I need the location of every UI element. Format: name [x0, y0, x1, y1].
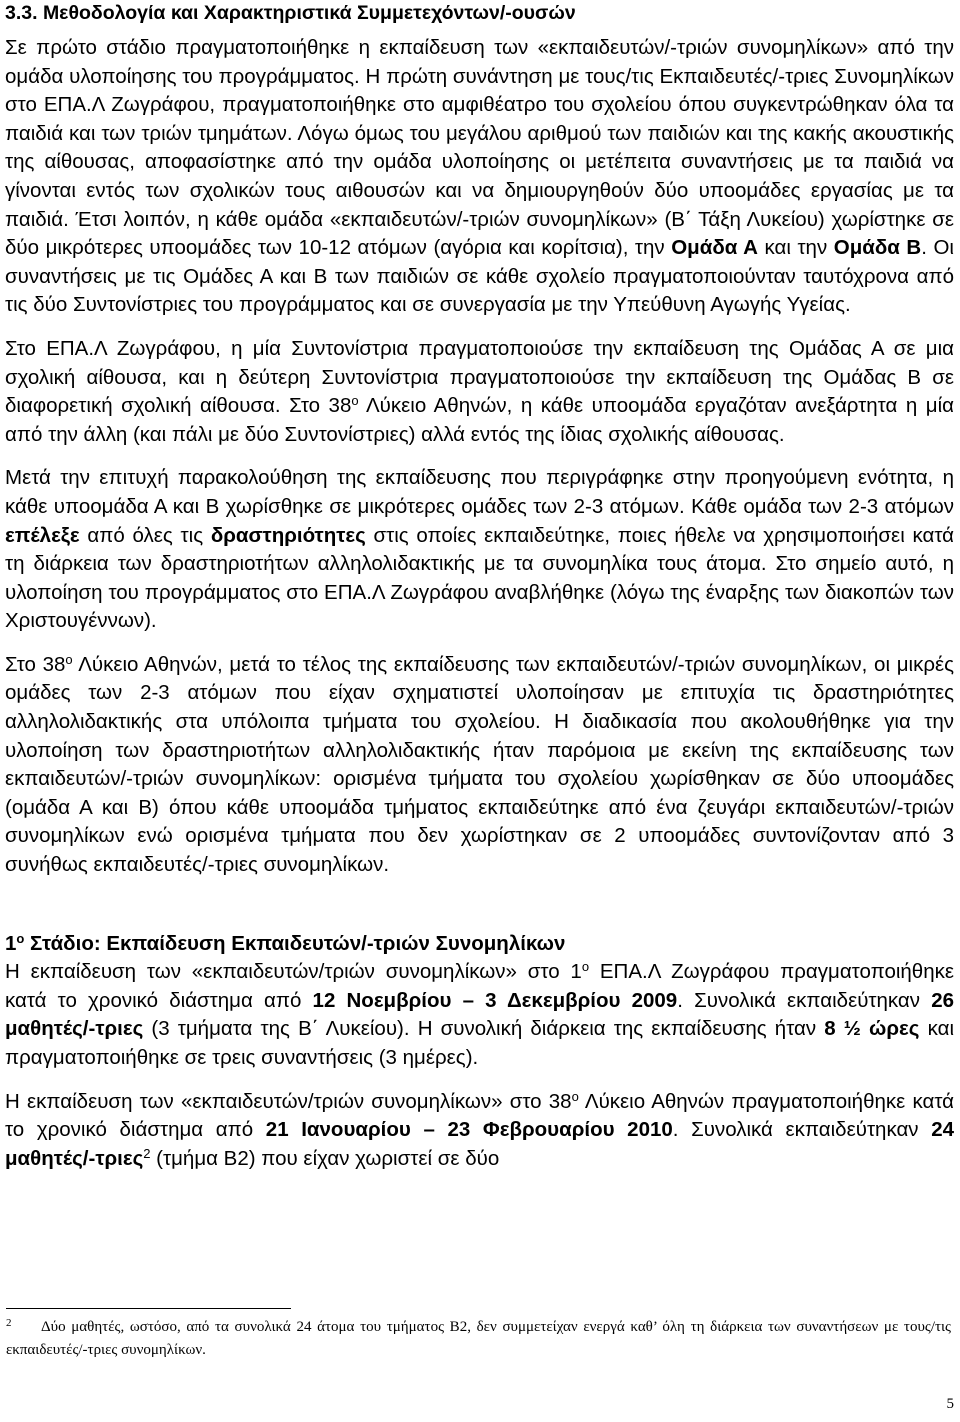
- text-run: Λύκειο Αθηνών πραγματοποιήθηκε κατά το χρονικό διάστημα από: [5, 1089, 954, 1142]
- text-run: Η εκπαίδευση των «εκπαιδευτών/τριών συνομηλίκων» στο 38: [5, 1089, 572, 1113]
- text-run: Η εκπαίδευση των «εκπαιδευτών/τριών συνομηλίκων» στο 1: [5, 960, 582, 984]
- stage-subheading: [5, 930, 954, 959]
- text-run: . Οι συναντήσεις με τις Ομάδες Α και Β των παιδιών σε κάθε σχολείο πραγματοποιούνταν ταυτόχρονα από τις δύο Συντονίστριες του προγράμματος και σε συνεργασία με την Υπεύθυνη Αγωγής Υγείας.: [5, 236, 954, 317]
- paragraph-epal: [5, 335, 954, 449]
- text-run: στις οποίες εκπαιδεύτηκε, ποιες ήθελε να χρησιμοποιήσει κατά τη διάρκεια των δραστηριοτήτων αλληλολιδακτικής με τα συνομηλίκα τους άτομα. Στο σημείο αυτό, η υλοποίηση του προγράμματος στο ΕΠΑ.Λ Ζωγράφου αναβλήθηκε (λόγω της έναρξης των διακοπών των Χριστουγέννων).: [5, 523, 954, 633]
- superscript: ο: [65, 651, 73, 667]
- paragraph-subgroups: [5, 464, 954, 636]
- paragraph-lyceum: [5, 651, 954, 880]
- text-run: (τμήμα Β2) που είχαν χωριστεί σε δύο: [150, 1146, 500, 1170]
- text-run: ΕΠΑ.Λ Ζωγράφου πραγματοποιήθηκε κατά το χρονικό διάστημα από: [5, 960, 954, 1012]
- bold-run: Ομάδα Α: [671, 236, 758, 260]
- text-run: Μετά την επιτυχή παρακολούθηση της εκπαίδευσης που περιγράφηκε στην προηγούμενη ενότητα, η κάθε υποομάδα Α και Β χωρίσθηκε σε μικρότερες ομάδες των 2-3 ατόμων. Κάθε ομάδα των 2-3 ατόμων: [5, 466, 954, 518]
- text-run: Λύκειο Αθηνών, μετά το τέλος της εκπαίδευσης των εκπαιδευτών/-τριών συνομηλίκων, οι μικρές ομάδες των 2-3 ατόμων που είχαν σχηματιστεί υλοποίησαν με επιτυχία τις δραστηριότητες αλληλολιδακτικής στα υπόλοιπα τμήματα του σχολείου. Η διαδικασία που ακολουθήθηκε για την υλοποίηση των δραστηριοτήτων αλληλολιδακτικής ήταν παρόμοια με εκείνη της εκπαίδευσης των εκπαιδευτών/-τριών συνομηλίκων: ορισμένα τμήματα του σχολείου χωρίσθηκαν σε δύο υποομάδες (ομάδα Α και Β) όπου κάθε υποομάδα τμήματος εκπαιδεύτηκε από ένα ζευγάρι εκπαιδευτών/-τριών συνομηλίκων ενώ ορισμένα τμήματα που δεν χωρίστηκαν σε 2 υποομάδες συντονίζονταν από 3 συνήθως εκπαιδευτές/-τριες συνομηλίκων.: [5, 652, 954, 877]
- text-run: Στάδιο: Εκπαίδευση Εκπαιδευτών/-τριών Συνομηλίκων: [24, 931, 566, 955]
- text-run: Στο 38: [5, 652, 66, 676]
- text-run: και πραγματοποιήθηκε σε τρεις συναντήσεις (3 ημέρες).: [5, 1017, 955, 1069]
- bold-run: 12 Νοεμβρίου – 3 Δεκεμβρίου 2009: [312, 988, 678, 1012]
- text-run: Λύκειο Αθηνών, η κάθε υποομάδα εργαζόταν ανεξάρτητα η μία από την άλλη (και πάλι με δύο Συντονίστριες) αλλά εντός της ίδιας σχολικής αίθουσας.: [5, 394, 955, 446]
- bold-run: δραστηριότητες: [210, 523, 366, 547]
- footnote-mark: 2: [6, 1317, 12, 1329]
- paragraph-training-lyceum: [5, 1088, 954, 1174]
- section-heading: 3.3. Μεθοδολογία και Χαρακτηριστικά Συμμετεχόντων/-ουσών: [5, 2, 576, 24]
- footnote-divider: [6, 1308, 291, 1309]
- bold-run: 21 Ιανουαρίου – 23 Φεβρουαρίου 2010: [265, 1118, 673, 1142]
- text-run: 1: [5, 931, 17, 955]
- paragraph-training-epal: [5, 958, 954, 1072]
- footnote-reference[interactable]: 2: [143, 1145, 151, 1161]
- paragraph-methodology: [5, 34, 954, 320]
- footnote: [6, 1316, 951, 1362]
- text-run: Σε πρώτο στάδιο πραγματοποιήθηκε η εκπαίδευση των «εκπαιδευτών/-τριών συνομηλίκων» από την ομάδα υλοποίησης του προγράμματος. Η πρώτη συνάντηση με τους/τις Εκπαιδευτές/-τριες Συνομηλίκων στο ΕΠΑ.Λ Ζωγράφου, πραγματοποιήθηκε στο αμφιθέατρο του σχολείου όπου συγκεντρώθηκαν όλα τα παιδιά και των τριών τμημάτων. Λόγω όμως του μεγάλου αριθμού των παιδιών και της κακής ακουστικής της αίθουσας, αποφασίστηκε από την ομάδα υλοποίησης οι μετέπειτα συναντήσεις με τα παιδιά να γίνονται εντός των σχολικών τους αιθουσών και να δημιουργηθούν δύο υποομάδες εργασίας με τα παιδιά. Έτσι λοιπόν, η κάθε ομάδα «εκπαιδευτών/-τριών συνομηλίκων» (Β΄ Τάξη Λυκείου) χωρίστηκε σε δύο μικρότερες υποομάδες των 10-12 ατόμων (αγόρια και κορίτσια), την: [5, 36, 954, 260]
- text-run: και την: [757, 236, 834, 260]
- page-number: 5: [946, 1396, 954, 1412]
- superscript: ο: [581, 959, 590, 975]
- superscript: ο: [16, 930, 25, 946]
- text-run: (3 τμήματα της Β΄ Λυκείου). Η συνολική διάρκεια της εκπαίδευσης ήταν: [143, 1017, 825, 1041]
- text-run: . Συνολικά εκπαιδεύτηκαν: [672, 1118, 932, 1142]
- text-run: Στο ΕΠΑ.Λ Ζωγράφου, η μία Συντονίστρια πραγματοποιούσε την εκπαίδευση της Ομάδας Α σε μια σχολική αίθουσα, και η δεύτερη Συντονίστρια πραγματοποιούσε την εκπαίδευση της Ομάδας Β σε διαφορετική σχολική αίθουσα. Στο 38: [5, 336, 954, 418]
- bold-run: επέλεξε: [5, 523, 80, 547]
- bold-run: Ομάδα Β: [833, 236, 922, 260]
- bold-run: 24 μαθητές/-τριες: [5, 1118, 954, 1170]
- superscript: ο: [351, 393, 359, 409]
- footnote-text: Δύο μαθητές, ωστόσο, από τα συνολικά 24 άτομα του τμήματος Β2, δεν συμμετείχαν ενεργά καθ’ όλη τη διάρκεια των συναντήσεων με τους/τις εκπαιδευτές/-τριες συνομηλίκων.: [6, 1319, 951, 1358]
- bold-run: 8 ½ ώρες: [824, 1017, 920, 1041]
- superscript: ο: [571, 1088, 579, 1104]
- text-run: . Συνολικά εκπαιδεύτηκαν: [677, 988, 932, 1012]
- text-run: από όλες τις: [79, 523, 211, 547]
- bold-run: 26 μαθητές/-τριες: [5, 988, 954, 1041]
